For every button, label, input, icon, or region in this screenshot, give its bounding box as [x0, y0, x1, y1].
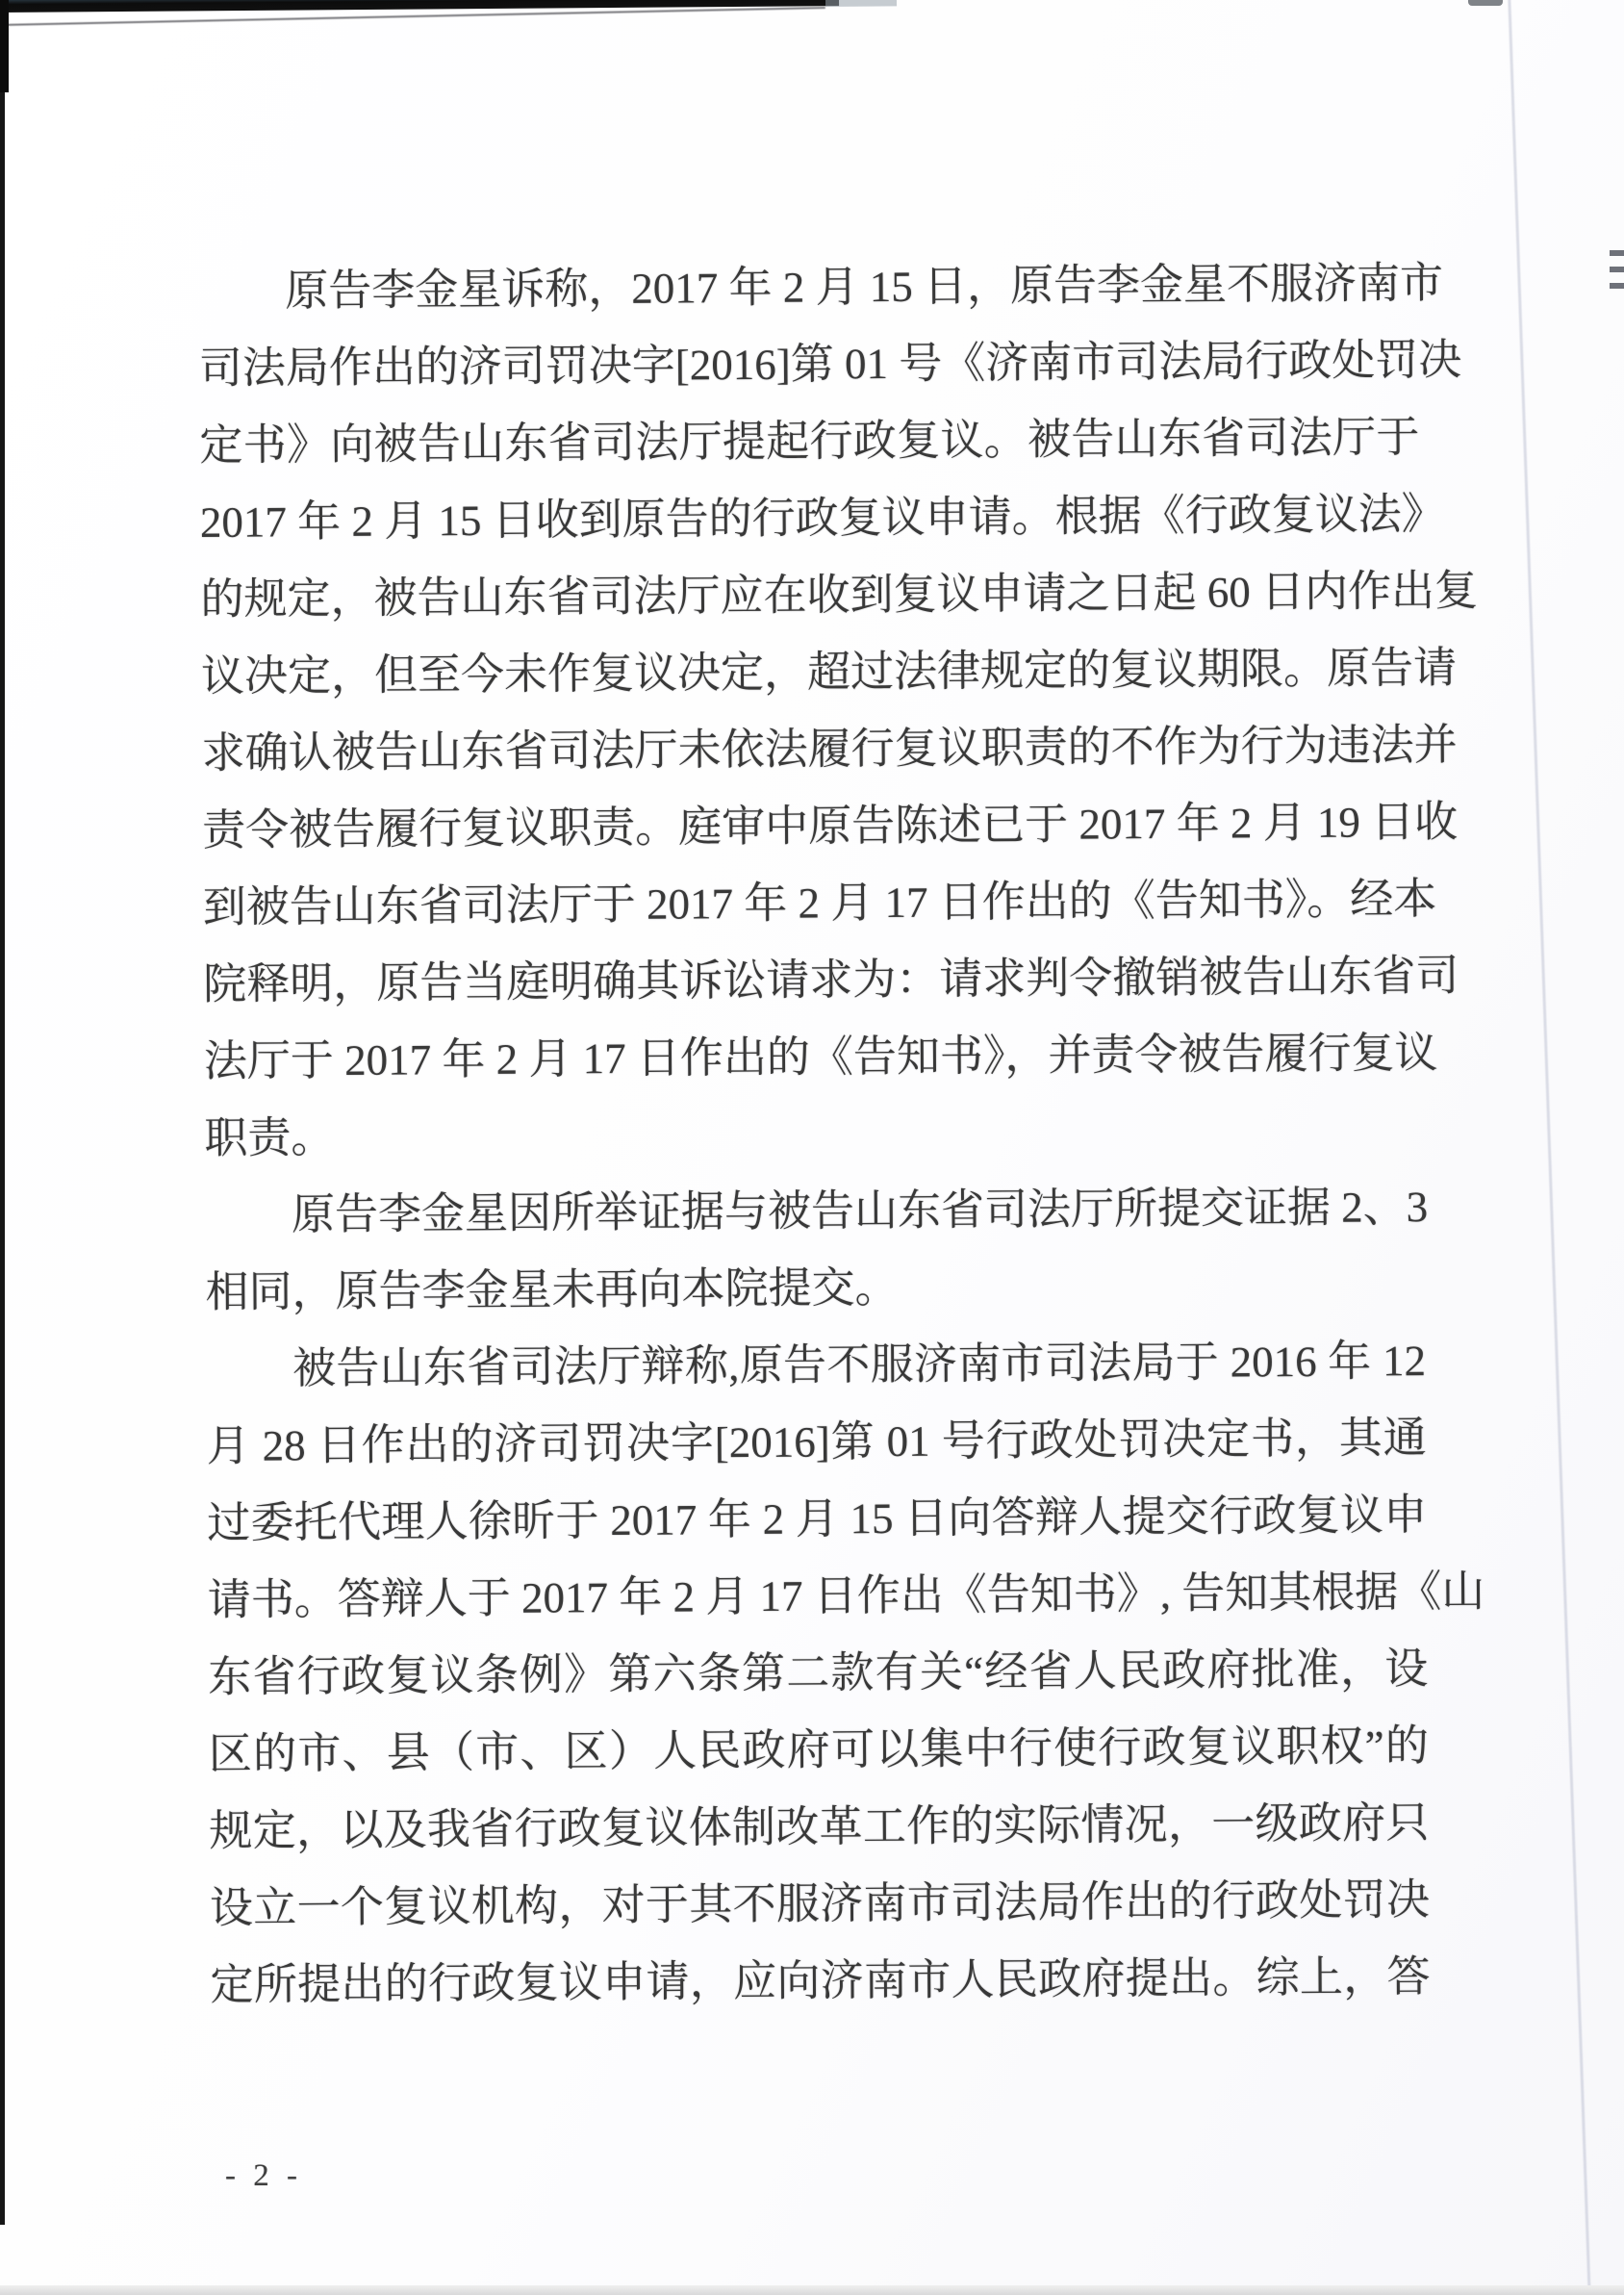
document-line: 的规定，被告山东省司法厅应在收到复议申请之日起 60 日内作出复	[200, 566, 1479, 624]
document-line: 司法局作出的济司罚决字[2016]第 01 号《济南市司法局行政处罚决	[198, 335, 1462, 393]
document-line: 2017 年 2 月 15 日收到原告的行政复议申请。根据《行政复议法》	[199, 489, 1445, 547]
document-line: 议决定，但至今未作复议决定，超过法律规定的复议期限。原告请	[200, 643, 1458, 701]
document-line: 定所提出的行政复议申请，应向济南市人民政府提出。综上，答	[210, 1952, 1431, 2009]
document-line: 原告李金星诉称，2017 年 2 月 15 日，原告李金星不服济南市	[285, 258, 1444, 316]
document-line: 院释明，原告当庭明确其诉讼请求为：请求判令撤销被告山东省司	[203, 951, 1459, 1008]
scan-artifact-top-bar-tail	[825, 0, 897, 7]
document-line: 规定，以及我省行政复议体制改革工作的实际情况，一级政府只	[209, 1798, 1430, 1855]
document-line: 求确认被告山东省司法厅未依法履行复议职责的不作为行为违法并	[201, 720, 1458, 778]
scan-artifact-bottom-edge	[0, 2285, 1624, 2295]
page-number: - 2 -	[225, 2158, 302, 2193]
document-body-text	[198, 244, 1485, 2024]
document-line: 月 28 日作出的济司罚决字[2016]第 01 号行政处罚决定书，其通	[206, 1414, 1427, 1470]
scan-artifact-fold-line	[1508, 0, 1591, 2295]
document-line: 相同，原告李金星未再向本院提交。	[205, 1262, 899, 1316]
document-line: 责令被告履行复议职责。庭审中原告陈述已于 2017 年 2 月 19 日收	[202, 797, 1459, 854]
document-line: 定书》向被告山东省司法厅提起行政复议。被告山东省司法厅于	[199, 413, 1420, 470]
document-line: 过委托代理人徐昕于 2017 年 2 月 15 日向答辩人提交行政复议申	[207, 1491, 1428, 1547]
document-line: 设立一个复议机构，对于其不服济南市司法局作出的行政处罚决	[209, 1875, 1431, 1932]
document-line: 被告山东省司法厅辩称,原告不服济南市司法局于 2016 年 12	[292, 1337, 1427, 1393]
document-line: 区的市、县（市、区）人民政府可以集中行使行政复议职权”的	[208, 1721, 1430, 1778]
document-line: 职责。	[204, 1113, 335, 1162]
scan-artifact-left-edge-strip	[0, 0, 5, 2225]
document-line: 法厅于 2017 年 2 月 17 日作出的《告知书》，并责令被告履行复议	[203, 1029, 1438, 1085]
document-line: 东省行政复议条例》第六条第二款有关“经省人民政府批准，设	[208, 1645, 1429, 1701]
document-line: 请书。答辩人于 2017 年 2 月 17 日作出《告知书》, 告知其根据《山	[207, 1567, 1485, 1624]
scan-artifact-top-right-mark	[1468, 0, 1503, 6]
scan-artifact-left-edge-strip-top	[0, 0, 9, 92]
document-line: 到被告山东省司法厅于 2017 年 2 月 17 日作出的《告知书》。经本	[202, 875, 1437, 931]
document-line: 原告李金星因所举证据与被告山东省司法厅所提交证据 2、3	[291, 1183, 1429, 1239]
truncated-character-fragment	[1610, 250, 1624, 298]
